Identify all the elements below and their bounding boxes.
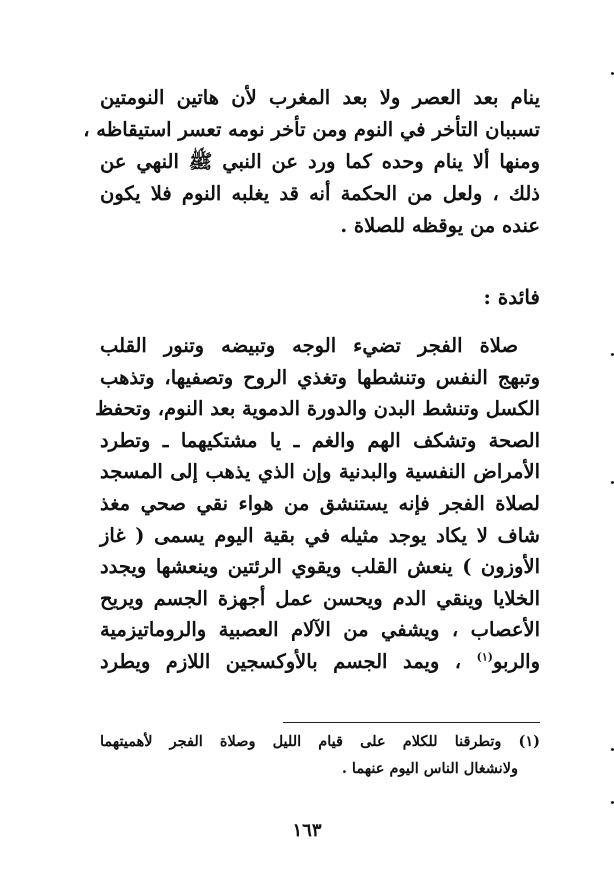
paragraph-fajr-benefits (95, 330, 540, 678)
page-number: ١٦٣ (292, 820, 322, 841)
text-line: الكسل وتنشط البدن والدورة الدموية بعد النوم، وتحفظ (95, 397, 540, 421)
text-line: شاف لا يكاد يوجد مثيله في بقية اليوم يسمى ( غاز (100, 523, 540, 547)
text-line: وتبهج النفس وتنشطها وتغذي الروح وتصفيها، وتذهب (100, 365, 540, 389)
text-line: الأوزون ) ينعش القلب ويقوي الرئتين وينعشها ويجدد (100, 555, 540, 579)
footnote-divider (283, 722, 540, 723)
text-line: الخلايا وينقي الدم ويحسن عمل أجهزة الجسم ويريح (100, 586, 540, 610)
footnote-line: (١) وتطرقنا للكلام على قيام الليل وصلاة الفجر لأهميتهما (100, 733, 540, 750)
footnote-reference[interactable]: (١) (476, 650, 493, 664)
text-line: ينام بعد العصر ولا بعد المغرب لأن هاتين النومتين (100, 86, 540, 109)
text-fragment: ، ويمد الجسم بالأوكسجين اللازم ويطرد (100, 649, 477, 673)
text-line: ومنها ألا ينام وحده كما ورد عن النبي ﷺ النهي عن (100, 150, 540, 173)
text-line: الصحة وتشكف الهم والغم ـ يا مشتكيهما ـ وتطرد (100, 428, 540, 452)
text-line: الأعصاب ، ويشفي من الآلام العصبية والروماتيزمية (100, 618, 540, 642)
text-line: صلاة الفجر تضيء الوجه وتبيضه وتنور القلب (100, 334, 518, 357)
text-line: عنده من يوقظه للصلاة . (340, 214, 540, 237)
text-line: تسببان التأخر في النوم ومن تأخر نومه تعسر استيقاظه ، (83, 118, 540, 141)
text-line: لصلاة الفجر فإنه يستنشق من هواء نقي صحي مغذ (100, 491, 540, 515)
section-heading: فائدة : (483, 285, 540, 309)
text-line: ذلك ، ولعل من الحكمة أنه قد يغلبه النوم فلا يكون (100, 182, 540, 205)
text-line: الأمراض النفسية والبدنية وإن الذي يذهب إلى المسجد (100, 460, 540, 484)
text-fragment: والربو (492, 649, 540, 673)
text-line-with-footnote-ref (100, 646, 540, 678)
footnote-line: ولانشغال الناس اليوم عنهما . (341, 760, 518, 777)
paragraph-sleep-advice (83, 82, 540, 242)
footnote (100, 728, 540, 782)
